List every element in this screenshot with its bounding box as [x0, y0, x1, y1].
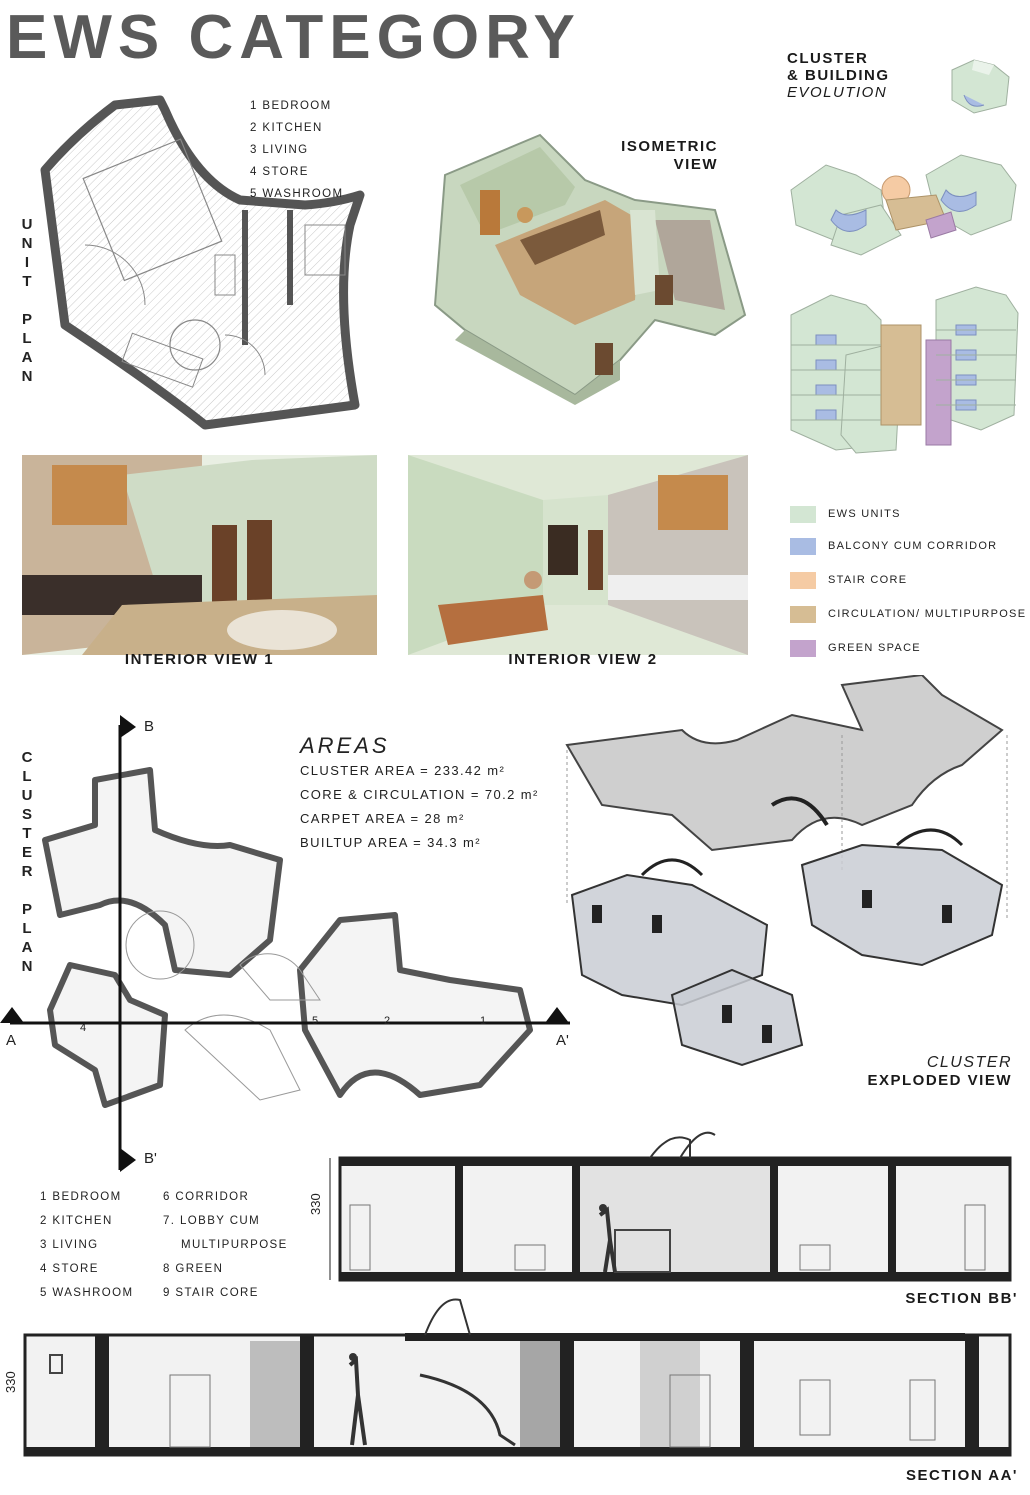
section-aa-label: SECTION AA'	[905, 1467, 1018, 1484]
exploded-view-render	[562, 675, 1024, 1070]
axis-b2-marker	[120, 1148, 136, 1172]
legend-item: 3 LIVING	[250, 144, 309, 156]
axis-b-label: B	[144, 718, 155, 735]
interior-view-1-label: INTERIOR VIEW 1	[124, 651, 275, 668]
area-line: BUILTUP AREA = 34.3 m²	[300, 835, 481, 850]
legend-item: 5 WASHROOM	[250, 188, 344, 200]
section-bb-dim: 330	[308, 1193, 323, 1215]
isometric-view-render	[425, 125, 755, 405]
swatch	[790, 538, 816, 555]
legend-green-space: GREEN SPACE	[790, 638, 921, 658]
legend-item: 1 BEDROOM	[250, 100, 332, 112]
room-number: 1	[480, 1015, 488, 1027]
axis-b-marker	[120, 715, 136, 738]
legend-item: 4 STORE	[250, 166, 309, 178]
legend-item: 7. LOBBY CUM	[163, 1215, 261, 1227]
swatch	[790, 572, 816, 589]
legend-item: MULTIPURPOSE	[181, 1239, 288, 1251]
unit-plan-label: U N I T P L A N	[21, 216, 33, 385]
interior-view-1-render	[22, 455, 377, 655]
section-bb-label: SECTION BB'	[905, 1290, 1018, 1307]
area-line: CARPET AREA = 28 m²	[300, 811, 465, 826]
room-number: 4	[80, 1022, 88, 1034]
legend-item: 4 STORE	[40, 1263, 99, 1275]
legend-balcony: BALCONY CUM CORRIDOR	[790, 536, 997, 556]
legend-item: 1 BEDROOM	[40, 1191, 122, 1203]
axis-b2-label: B'	[144, 1150, 157, 1167]
legend-item: 2 KITCHEN	[250, 122, 323, 134]
axis-a-marker	[0, 1007, 24, 1023]
cluster-legend-col2	[163, 1185, 288, 1305]
legend-item: 3 LIVING	[40, 1239, 99, 1251]
evolution-label: CLUSTER & BUILDING EVOLUTION	[787, 50, 890, 101]
legend-item: 2 KITCHEN	[40, 1215, 113, 1227]
section-aa-drawing	[20, 1295, 1015, 1465]
section-bb-drawing	[325, 1120, 1015, 1285]
interior-view-2-label: INTERIOR VIEW 2	[508, 651, 658, 668]
color-legend	[790, 500, 1025, 660]
swatch	[790, 606, 816, 623]
legend-item: 6 CORRIDOR	[163, 1191, 250, 1203]
evolution-cluster-model	[786, 150, 1021, 260]
legend-item: 5 WASHROOM	[40, 1287, 134, 1299]
axis-a-label: A	[6, 1032, 17, 1049]
cluster-plan-label: C L U S T E R P L A N	[21, 749, 33, 975]
areas-heading: AREAS	[300, 733, 390, 758]
page-title: EWS CATEGORY	[6, 3, 581, 72]
cluster-legend-col1	[40, 1185, 133, 1305]
interior-view-2-render	[408, 455, 748, 655]
exploded-view-label: CLUSTER EXPLODED VIEW	[867, 1054, 1012, 1089]
area-line: CORE & CIRCULATION = 70.2 m²	[300, 787, 539, 802]
section-aa-dim: 330	[3, 1371, 18, 1393]
unit-plan-legend	[250, 95, 343, 205]
legend-ews-units: EWS UNITS	[790, 504, 901, 524]
swatch	[790, 506, 816, 523]
room-number: 2	[384, 1015, 392, 1027]
isometric-label: ISOMETRIC VIEW	[621, 138, 718, 173]
swatch	[790, 640, 816, 657]
legend-stair-core: STAIR CORE	[790, 570, 907, 590]
room-number: 5	[312, 1015, 320, 1027]
areas-block	[300, 733, 539, 855]
area-line: CLUSTER AREA = 233.42 m²	[300, 763, 506, 778]
evolution-unit-model	[944, 55, 1014, 115]
legend-item: 8 GREEN	[163, 1263, 224, 1275]
axis-a2-label: A'	[556, 1032, 569, 1049]
evolution-building-model	[786, 285, 1021, 455]
legend-item: 9 STAIR CORE	[163, 1287, 259, 1299]
legend-circulation: CIRCULATION/ MULTIPURPOSE	[790, 604, 1026, 624]
